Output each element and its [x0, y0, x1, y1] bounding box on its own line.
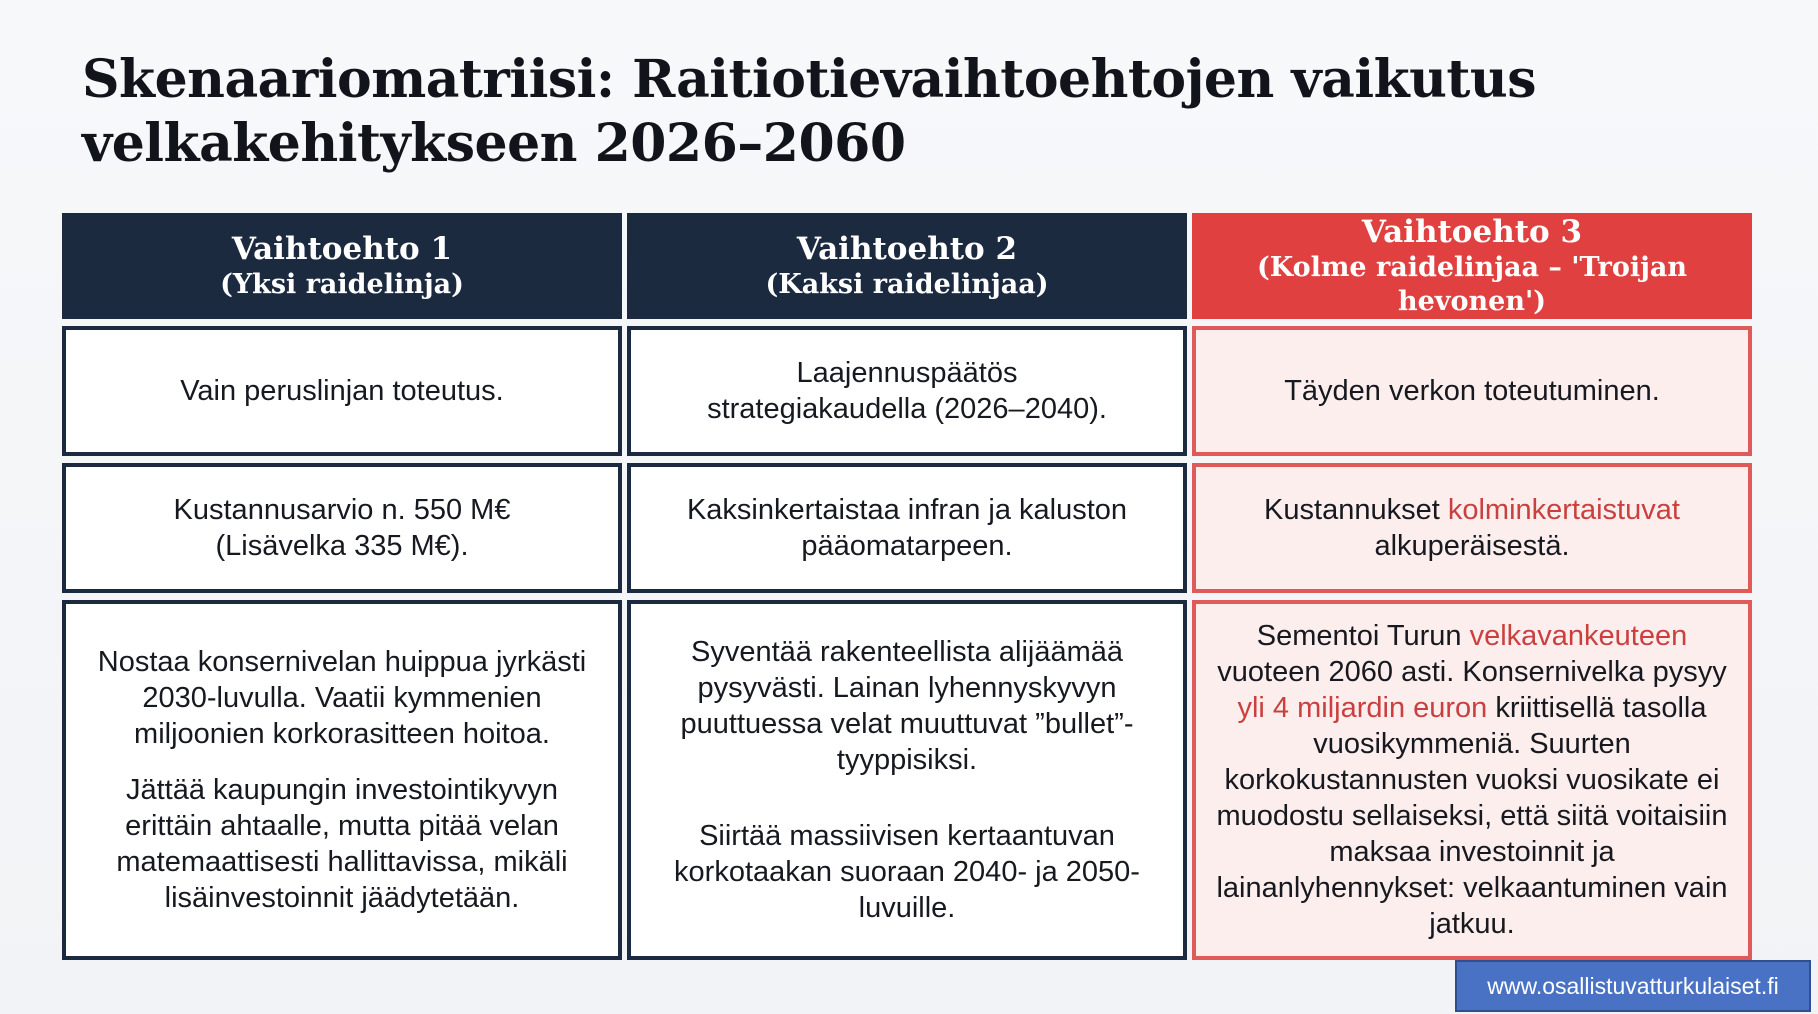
cell-cost-1-text: Kustannusarvio n. 550 M€ (Lisävelka 335 M€). [173, 494, 511, 562]
column-header-2-name: Vaihtoehto 2 [796, 231, 1018, 267]
cell-impact-2-para-2: Siirtää massiivisen kertaantuvan korkotaakan suoraan 2040- ja 2050-luvuille. [674, 820, 1140, 924]
cell-scope-2 [627, 326, 1187, 456]
impact-3-text-c: kriittisellä tasolla vuosikymmeniä. Suurten korkokustannusten vuoksi vuosikate ei muodostu sellaiseksi, että siitä voitaisiin maksaa investoinnit ja lainanlyhennykset: velkaantuminen vain jatkuu. [1216, 692, 1728, 940]
cell-cost-2 [627, 463, 1187, 593]
cost-3-text-a: Kustannukset [1264, 494, 1448, 526]
cell-cost-3-text [1236, 492, 1708, 564]
cell-impact-1-para-2: Jättää kaupungin investointikyvyn erittäin ahtaalle, mutta pitää velan matemaattisesti hallittavissa, mikäli lisäinvestoinnit jäädytetään. [116, 774, 568, 914]
impact-3-highlight-2: yli 4 miljardin euron [1237, 692, 1488, 724]
impact-3-text-b: vuoteen 2060 asti. Konsernivelka pysyy [1217, 656, 1727, 688]
website-url[interactable]: www.osallistuvatturkulaiset.fi [1455, 960, 1811, 1012]
column-header-2-subtitle: (Kaksi raidelinjaa) [765, 269, 1049, 300]
page-title [82, 48, 1582, 176]
cell-impact-2 [627, 600, 1187, 960]
cell-impact-1 [62, 600, 622, 960]
cell-scope-1 [62, 326, 622, 456]
scenario-matrix [62, 213, 1752, 960]
cell-cost-1 [62, 463, 622, 593]
cell-scope-2-text: Laajennuspäätös strategiakaudella (2026–2040). [707, 357, 1107, 425]
cell-scope-3-text: Täyden verkon toteutuminen. [1284, 375, 1660, 407]
cell-impact-1-para-1: Nostaa konsernivelan huippua jyrkästi 2030-luvulla. Vaatii kymmenien miljoonien korkorasitteen hoitoa. [97, 646, 587, 750]
column-header-3-name: Vaihtoehto 3 [1361, 214, 1583, 250]
cell-scope-1-text: Vain peruslinjan toteutus. [180, 375, 504, 407]
cell-cost-2-text: Kaksinkertaistaa infran ja kaluston pääomatarpeen. [686, 494, 1128, 562]
column-header-3-subtitle: (Kolme raidelinjaa – 'Troijan hevonen') [1256, 252, 1688, 317]
title-line-1: Skenaariomatriisi: Raitiotievaihtoehtojen vaikutus [82, 49, 1537, 110]
cell-impact-3-text [1208, 618, 1736, 942]
column-header-1 [62, 213, 622, 319]
cost-3-highlight: kolminkertaistuvat [1447, 494, 1680, 526]
column-header-1-subtitle: (Yksi raidelinja) [220, 269, 464, 300]
column-header-2 [627, 213, 1187, 319]
impact-3-text-a: Sementoi Turun [1256, 620, 1470, 652]
cell-scope-3 [1192, 326, 1752, 456]
cell-impact-2-para-1: Syventää rakenteellista alijäämää pysyvästi. Lainan lyhennyskyvyn puuttuessa velat muuttuvat ”bullet”-tyyppisiksi. [680, 636, 1134, 776]
cell-cost-3 [1192, 463, 1752, 593]
column-header-1-name: Vaihtoehto 1 [231, 231, 453, 267]
cost-3-text-b: alkuperäisestä. [1374, 530, 1570, 562]
cell-impact-3 [1192, 600, 1752, 960]
title-line-2: velkakehitykseen 2026–2060 [82, 113, 906, 174]
column-header-3 [1192, 213, 1752, 319]
impact-3-highlight-1: velkavankeuteen [1469, 620, 1688, 652]
